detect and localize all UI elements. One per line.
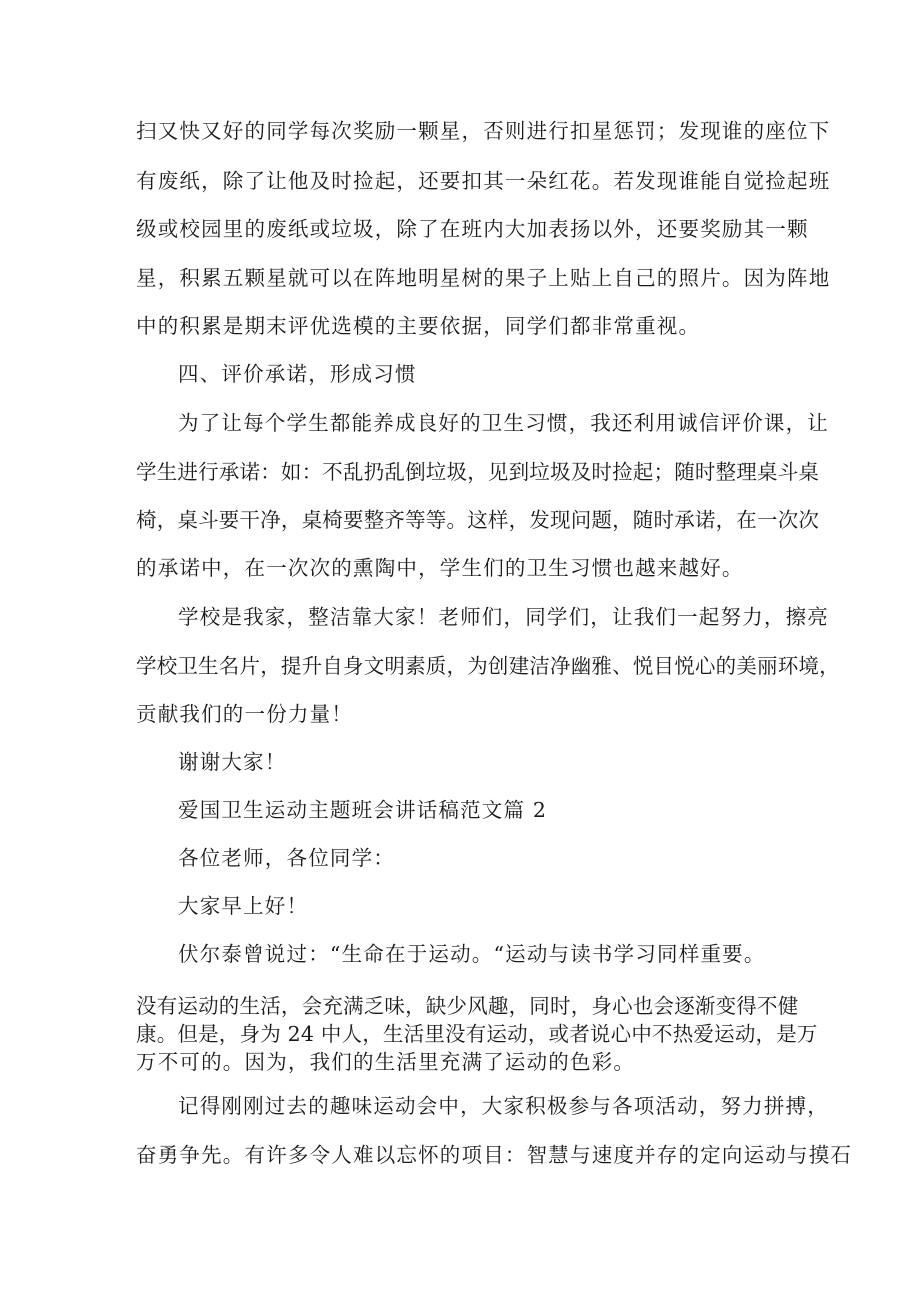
text-line: 学生进行承诺：如：不乱扔乱倒垃圾，见到垃圾及时捡起；随时整理桌斗桌 (136, 460, 820, 484)
text-line: 学校是我家，整洁靠大家！老师们，同学们，让我们一起努力，擦亮 (178, 605, 829, 629)
text-line: 的承诺中，在一次次的熏陶中，学生们的卫生习惯也越来越好。 (136, 556, 744, 580)
thanks-line: 谢谢大家！ (178, 750, 287, 774)
text-line: 椅，桌斗要干净，桌椅要整齐等等。这样，发现问题，随时承诺，在一次次 (136, 508, 820, 532)
text-line: 奋勇争先。有许多令人难以忘怀的项目：智慧与速度并存的定向运动与摸石 (136, 1143, 853, 1167)
text-line: 贡献我们的一份力量！ (136, 702, 353, 726)
text-line: 为了让每个学生都能养成良好的卫生习惯，我还利用诚信评价课，让 (178, 411, 829, 435)
greeting-line: 各位老师，各位同学： (178, 846, 395, 870)
text-line: 学校卫生名片，提升自身文明素质，为创建洁净幽雅、悦目悦心的美丽环境， (136, 654, 840, 678)
morning-line: 大家早上好！ (178, 894, 309, 918)
text-line: 伏尔泰曾说过：“生命在于运动。“运动与读书学习同样重要。 (178, 942, 766, 966)
text-line: 记得刚刚过去的趣味运动会中，大家积极参与各项活动，努力拼搏， (178, 1094, 829, 1118)
text-line: 没有运动的生活，会充满乏味，缺少风趣，同时，身心也会逐渐变得不健 (136, 994, 799, 1018)
text-line: 星，积累五颗星就可以在阵地明星树的果子上贴上自己的照片。因为阵地 (136, 266, 831, 290)
text-line: 有废纸，除了让他及时捡起，还要扣其一朵红花。若发现谁能自觉捡起班 (136, 169, 831, 193)
text-line: 康。但是，身为 24 中人，生活里没有运动，或者说心中不热爱运动，是万 (136, 1022, 818, 1046)
article-title: 爱国卫生运动主题班会讲话稿范文篇 2 (178, 798, 548, 822)
text-line: 级或校园里的废纸或垃圾，除了在班内大加表扬以外，还要奖励其一颗 (136, 217, 809, 241)
text-line: 扫又快又好的同学每次奖励一颗星，否则进行扣星惩罚；发现谁的座位下 (136, 119, 831, 143)
text-line: 中的积累是期末评优选模的主要依据，同学们都非常重视。 (136, 314, 701, 338)
section-heading: 四、评价承诺，形成习惯 (178, 362, 417, 386)
text-line: 万不可的。因为，我们的生活里充满了运动的色彩。 (136, 1050, 636, 1074)
